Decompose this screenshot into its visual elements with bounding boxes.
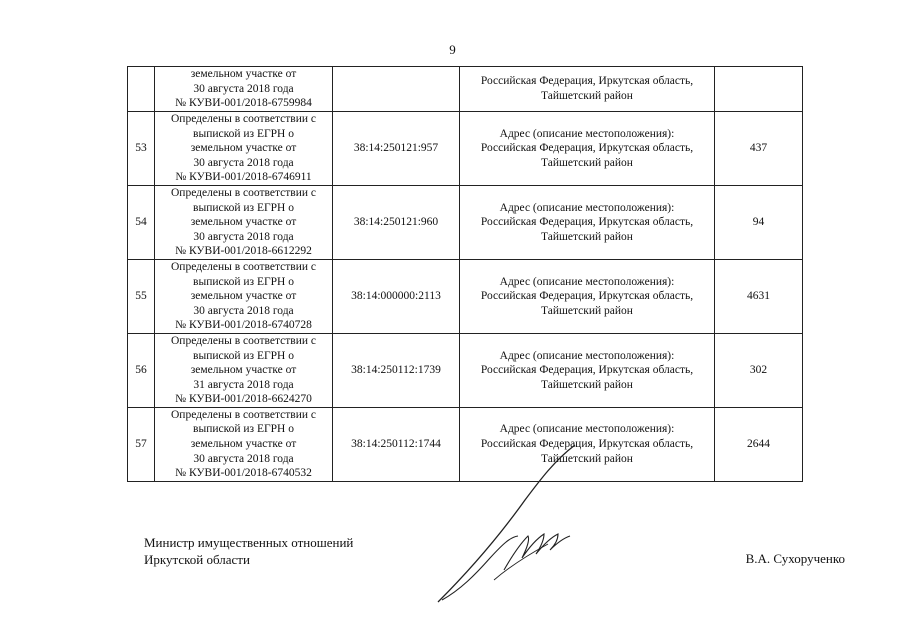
basis-line: Определены в соответствии с [171,260,316,273]
basis-line: № КУВИ-001/2018-6746911 [175,171,312,184]
basis-line: земельном участке от [190,68,297,81]
address-cell [460,112,715,186]
basis-line: земельном участке от [190,364,297,377]
area-cell: 4631 [715,259,803,333]
address-line: Адрес (описание местоположения): [499,423,675,436]
basis-cell [155,333,333,407]
area-cell: 437 [715,112,803,186]
address-line: Адрес (описание местоположения): [499,275,675,288]
basis-line: № КУВИ-001/2018-6740728 [175,319,312,332]
table-body [128,67,803,482]
basis-line: Определены в соответствии с [171,113,316,125]
basis-line: 30 августа 2018 года [193,230,294,243]
address-line: Адрес (описание местоположения): [499,201,675,214]
row-number-cell: 57 [128,407,155,481]
address-line: Российская Федерация, Иркутская область, [480,438,694,451]
cadastral-number-cell: 38:14:250121:960 [333,185,460,259]
address-cell [460,259,715,333]
basis-line: Определены в соответствии с [171,334,316,347]
basis-line: земельном участке от [190,290,297,303]
address-line: Адрес (описание местоположения): [499,349,675,362]
basis-line: выпиской из ЕГРН о [193,423,294,436]
basis-line: выпиской из ЕГРН о [193,275,294,288]
basis-line: № КУВИ-001/2018-6612292 [175,245,312,258]
address-line: Тайшетский район [541,304,633,317]
land-plots-table [127,66,803,482]
row-number-cell: 56 [128,333,155,407]
basis-cell [155,67,333,112]
address-line: Тайшетский район [541,378,633,391]
basis-line: Определены в соответствии с [171,408,316,421]
basis-line: 30 августа 2018 года [193,304,294,317]
basis-line: № КУВИ-001/2018-6624270 [175,393,312,406]
address-cell [460,333,715,407]
address-line: Тайшетский район [541,90,633,102]
basis-line: земельном участке от [190,438,297,451]
table-row-continued [128,67,803,112]
address-line: Российская Федерация, Иркутская область, [480,364,694,377]
basis-line: 30 августа 2018 года [193,156,294,169]
basis-line: земельном участке от [190,142,297,155]
signatory-name: В.А. Сухорученко [745,551,845,566]
cadastral-number-cell: 38:14:000000:2113 [333,259,460,333]
basis-line: 30 августа 2018 года [193,82,294,95]
table-row [128,333,803,407]
area-cell: 2644 [715,407,803,481]
basis-line: № КУВИ-001/2018-6759984 [175,97,312,110]
address-line: Российская Федерация, Иркутская область, [480,290,694,303]
address-line: Тайшетский район [541,156,633,169]
signatory-position [144,534,353,568]
address-line: Российская Федерация, Иркутская область, [480,75,694,88]
address-line: Тайшетский район [541,452,633,465]
basis-line: выпиской из ЕГРН о [193,127,294,140]
cadastral-number-cell: 38:14:250121:957 [333,112,460,186]
handwritten-signature [430,440,600,610]
row-number-cell: 54 [128,185,155,259]
area-cell: 94 [715,185,803,259]
basis-cell [155,407,333,481]
position-line: Иркутской области [144,552,250,567]
table-row [128,185,803,259]
basis-line: 30 августа 2018 года [193,452,294,465]
basis-line: земельном участке от [190,216,297,229]
page-number: 9 [449,42,456,57]
basis-cell [155,259,333,333]
row-number-cell: 55 [128,259,155,333]
cadastral-number-cell: 38:14:250112:1744 [333,407,460,481]
address-cell [460,67,715,112]
basis-line: выпиской из ЕГРН о [193,201,294,214]
basis-line: № КУВИ-001/2018-6740532 [175,467,312,480]
area-cell: 302 [715,333,803,407]
cadastral-number-cell [333,67,460,112]
address-line: Российская Федерация, Иркутская область, [480,142,694,155]
address-line: Адрес (описание местоположения): [499,127,675,140]
basis-line: 31 августа 2018 года [193,378,294,391]
cadastral-number-cell: 38:14:250112:1739 [333,333,460,407]
basis-cell [155,112,333,186]
basis-line: Определены в соответствии с [171,186,316,199]
address-line: Тайшетский район [541,230,633,243]
basis-cell [155,185,333,259]
table-row [128,259,803,333]
address-cell [460,185,715,259]
row-number-cell: 53 [128,112,155,186]
address-line: Российская Федерация, Иркутская область, [480,216,694,229]
row-number-cell [128,67,155,112]
area-cell [715,67,803,112]
basis-line: выпиской из ЕГРН о [193,349,294,362]
table-row [128,112,803,186]
position-line: Министр имущественных отношений [144,535,354,550]
